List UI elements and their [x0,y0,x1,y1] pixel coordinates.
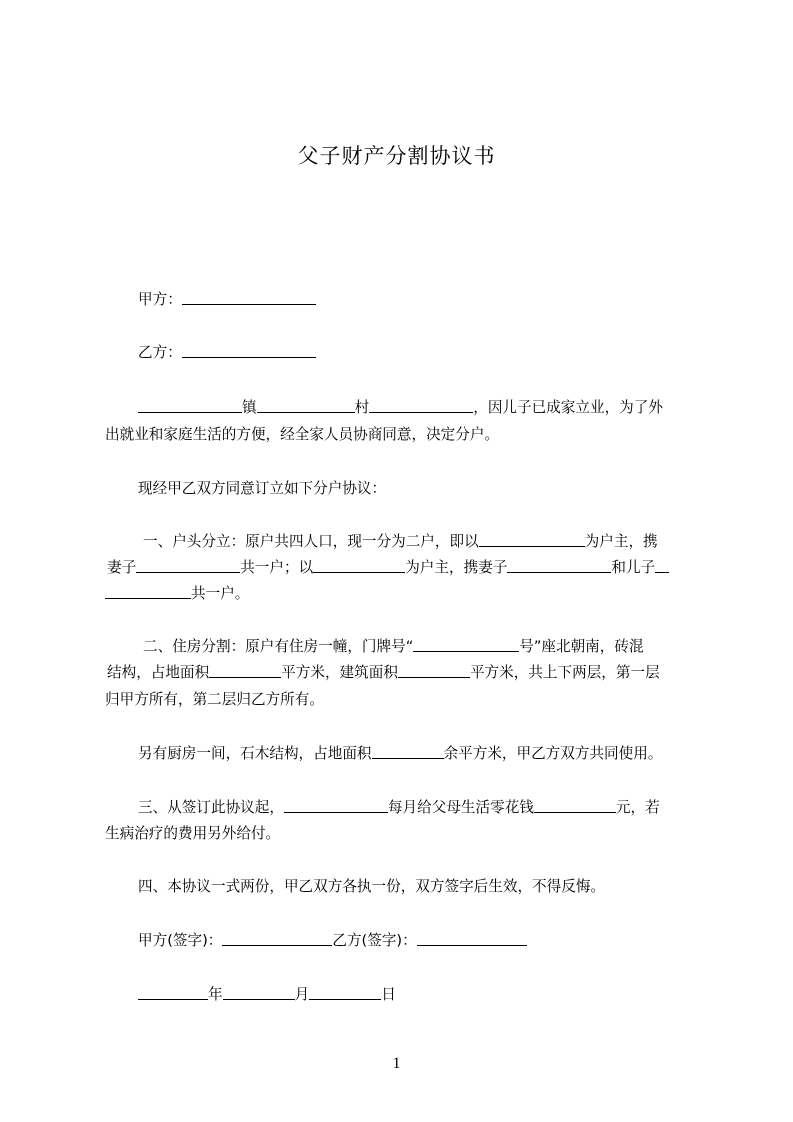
date-line [138,985,738,1005]
clause2-text-d: 平方米，建筑面积 [281,664,398,681]
clause2-line-2 [107,663,703,683]
party-b-label: 乙方： [138,344,182,361]
clause3-line-2: 生病治疗的费用另外给付。 [105,825,281,842]
signature-line [138,931,738,951]
land-area-blank[interactable] [209,663,281,678]
clause3-text-b: 每月给父母生活零花钱 [387,799,534,816]
kitchen-text-b: 余平方米，甲乙方双方共同使用。 [443,745,663,762]
clause1-text-c: 妻子 [107,559,137,576]
house-number-blank[interactable] [413,637,519,652]
party-b-line [138,343,738,363]
clause1-line-2 [107,558,703,578]
intro-line-2: 出就业和家庭生活的方便，经全家人员协商同意，决定分户。 [105,426,500,443]
party-a-line [138,290,738,310]
preamble: 现经甲乙双方同意订立如下分户协议： [138,480,387,497]
clause3-line-1 [138,798,700,818]
month-label: 月 [294,986,310,1003]
party-b-signature-label: 乙方(签字)： [332,932,417,949]
intro-tail: ，因儿子已成家立业，为了外 [473,399,663,416]
clause1-householder-blank[interactable] [479,532,585,547]
town-label: 镇 [242,399,257,416]
party-a-blank[interactable] [182,290,316,305]
intro-line-1 [138,398,700,418]
clause1-text-a: 一、户头分立：原户共四人口，现一分为二户，即以 [143,533,479,550]
kitchen-area-blank[interactable] [372,744,444,759]
kitchen-line [138,744,738,764]
clause1-text-g: 共一户。 [191,585,250,602]
clause1-line-3 [105,584,705,604]
clause1-line-1 [143,532,703,552]
clause3-text-a: 三、从签订此协议起， [138,799,284,816]
clause1-wife2-blank[interactable] [507,558,611,573]
clause2-line-3: 归甲方所有，第二层归乙方所有。 [105,691,324,708]
clause3-payer-blank[interactable] [284,798,388,813]
party-a-signature-label: 甲方(签字)： [138,932,223,949]
intro-blank[interactable] [369,398,473,413]
party-b-blank[interactable] [182,343,316,358]
clause2-line-1 [143,637,703,657]
village-blank[interactable] [257,398,355,413]
year-label: 年 [208,986,223,1003]
month-blank[interactable] [223,985,295,1000]
clause2-text-b: 号”座北朝南，砖混 [519,638,644,655]
allowance-amount-blank[interactable] [534,798,616,813]
clause4: 四、本协议一式两份，甲乙双方各执一份，双方签字后生效，不得反悔。 [138,878,606,895]
clause1-text-d: 共一户；以 [240,559,314,576]
clause1-householder2-blank[interactable] [313,558,405,573]
party-a-label: 甲方： [138,291,182,308]
party-a-signature-blank[interactable] [222,931,332,946]
clause1-son-blank-b[interactable] [105,584,191,599]
village-label: 村 [354,399,370,416]
clause1-text-e: 为户主，携妻子 [405,559,508,576]
clause3-text-c: 元，若 [615,799,660,816]
day-label: 日 [381,986,396,1003]
clause1-son-blank-a[interactable] [655,558,669,573]
clause2-text-a: 二、住房分割：原户有住房一幢，门牌号“ [143,638,414,655]
clause2-text-c: 结构，占地面积 [107,664,210,681]
party-b-signature-blank[interactable] [417,931,527,946]
clause1-text-f: 和儿子 [611,559,656,576]
clause2-text-e: 平方米，共上下两层，第一层 [469,664,660,681]
town-blank[interactable] [138,398,242,413]
page-number: 1 [392,1055,401,1072]
kitchen-text-a: 另有厨房一间，石木结构，占地面积 [138,745,372,762]
document-title: 父子财产分割协议书 [297,144,496,168]
clause1-wife-blank[interactable] [136,558,240,573]
clause1-text-b: 为户主，携 [584,533,658,550]
day-blank[interactable] [309,985,381,1000]
year-blank[interactable] [138,985,208,1000]
building-area-blank[interactable] [398,663,470,678]
